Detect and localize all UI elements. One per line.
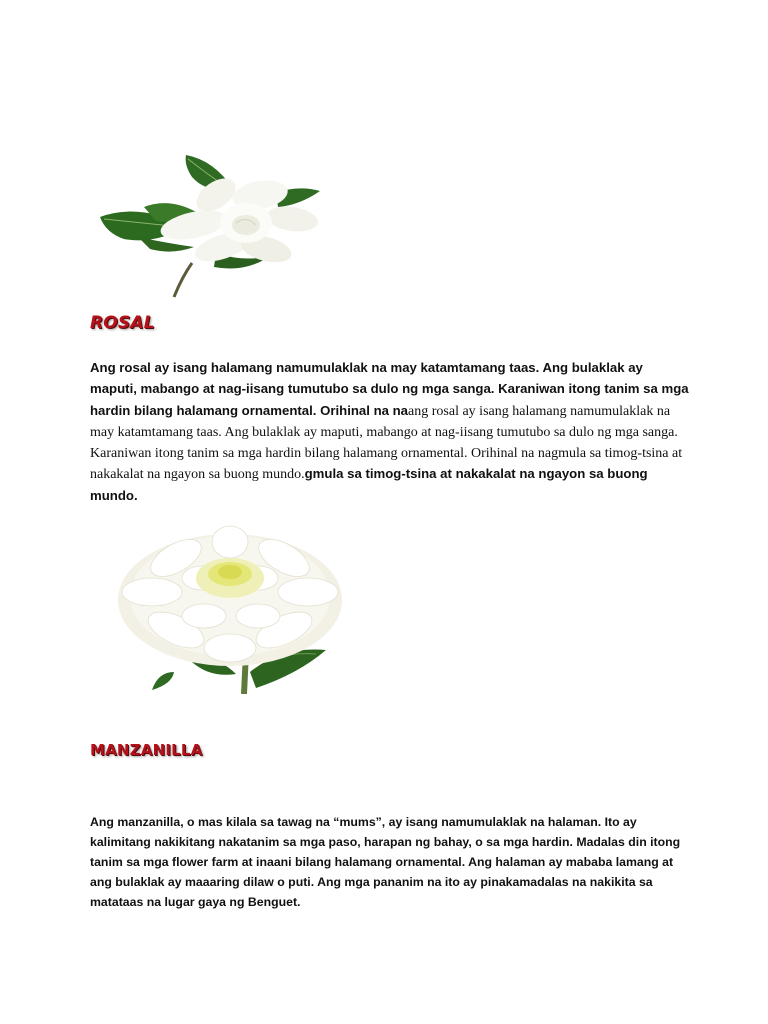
gardenia-image <box>96 145 356 300</box>
manzanilla-heading: MANZANILLA <box>90 741 203 759</box>
rosal-paragraph-part2: ang rosal ay isang halamang namumulaklak na may katamtamang taas. Ang bulaklak ay maputi, mabango at nag-iisang tumutubo sa dulo ng mga sanga. Karaniwan itong tanim sa mga hardin bilang halamang ornamental. Orihinal na nagmula sa timog-tsina at nakakalat na ngayon sa buong mundo. <box>90 403 683 483</box>
rosal-paragraph-part1: Ang rosal ay isang halamang namumulaklak na may katamtamang taas. Ang bulaklak ay maputi, mabango at nag-iisang tumutubo sa dulo ng mga sanga. Karaniwan itong tanim sa mga hardin bilang halamang ornamental. Orihinal na na <box>90 360 689 418</box>
manzanilla-paragraph: Ang manzanilla, o mas kilala sa tawag na “mums”, ay isang namumulaklak na halaman. Ito ay kalimitang nakikitang nakatanim sa mga paso, harapan ng bahay, o sa mga hardin. Madalas din itong tanim sa mga flower farm at inaani bilang halamang ornamental. Ang halaman ay mababa lamang at ang bulaklak ay maaaring dilaw o puti. Ang mga pananim na ito ay pinakamadalas na nakikita sa matataas na lugar gaya ng Benguet. <box>90 815 681 909</box>
rosal-paragraph <box>90 357 690 506</box>
rosal-heading: ROSAL <box>90 313 155 333</box>
chrysanthemum-image <box>112 522 362 694</box>
rosal-paragraph-part3: gmula sa timog-tsina at nakakalat na ngayon sa buong mundo. <box>90 466 648 503</box>
